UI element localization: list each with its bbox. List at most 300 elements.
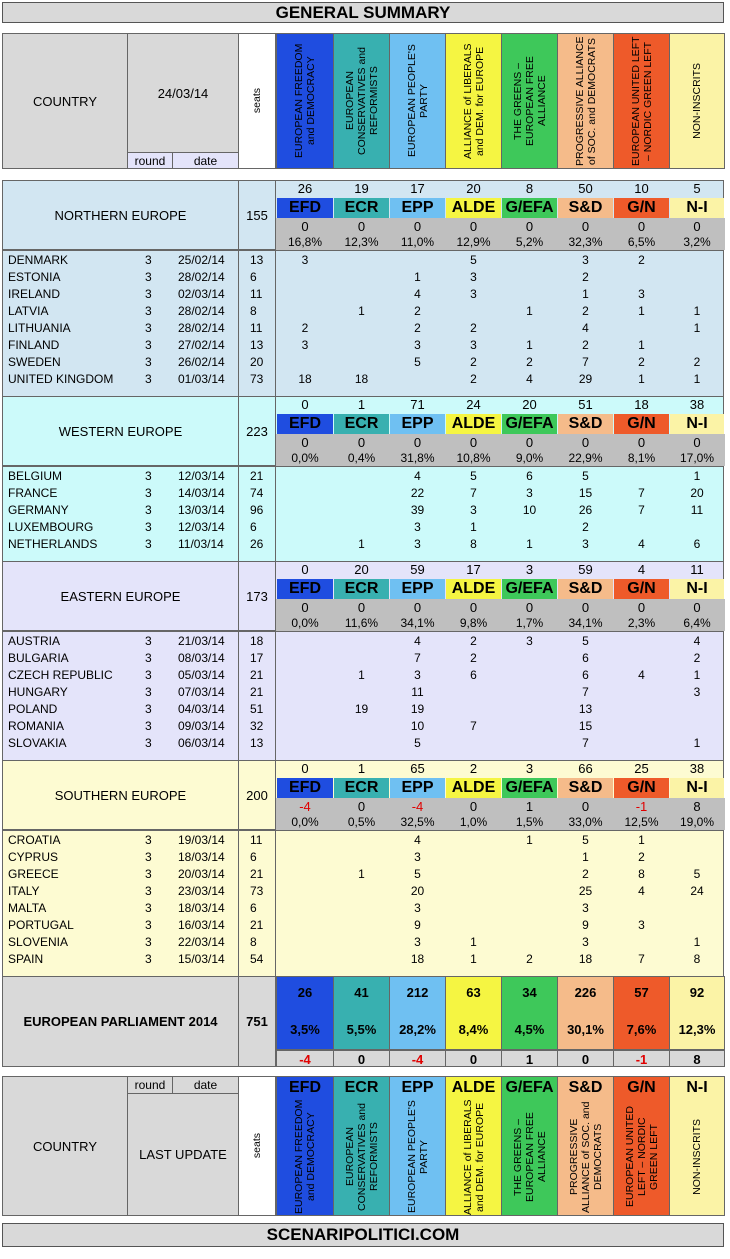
country-party-seats: 19 bbox=[354, 702, 369, 716]
country-seats: 32 bbox=[250, 719, 264, 733]
region-name: EASTERN EUROPE bbox=[2, 561, 239, 631]
country-date: 12/03/14 bbox=[178, 469, 225, 483]
country-party-seats: 3 bbox=[582, 901, 589, 915]
region-party-abbr: S&D bbox=[558, 778, 613, 798]
parliament-party-change: 0 bbox=[557, 1050, 614, 1067]
parliament-party-seats: 41 bbox=[354, 985, 369, 1000]
country-party-seats: 2 bbox=[582, 270, 589, 284]
region-party-abbr: G/EFA bbox=[502, 414, 557, 434]
country-party-seats: 1 bbox=[693, 304, 701, 318]
region-party-change: 0 bbox=[389, 434, 446, 451]
parliament-party-change: 8 bbox=[669, 1050, 725, 1067]
country-round: 3 bbox=[145, 355, 152, 369]
region-seats: 173 bbox=[238, 561, 276, 631]
country-name: HUNGARY bbox=[8, 685, 68, 699]
region-party-pct: 34,1% bbox=[557, 615, 614, 631]
country-seats: 21 bbox=[250, 685, 264, 699]
parliament-party-pct: 28,2% bbox=[399, 1022, 436, 1037]
country-round: 3 bbox=[145, 833, 152, 847]
country-name: BELGIUM bbox=[8, 469, 63, 483]
region-party-abbr: N-I bbox=[670, 579, 724, 599]
bottom-party-name-wrap bbox=[390, 1099, 445, 1215]
country-round: 3 bbox=[145, 952, 152, 966]
region-party-seats: 66 bbox=[578, 761, 593, 776]
region-party-abbr: ALDE bbox=[446, 414, 501, 434]
region-party-seats: 25 bbox=[634, 761, 649, 776]
country-party-seats: 2 bbox=[582, 520, 589, 534]
country-row bbox=[2, 303, 724, 320]
region-party-pct: 9,0% bbox=[501, 450, 558, 466]
country-party-seats: 39 bbox=[410, 503, 425, 517]
country-date: 15/03/14 bbox=[178, 952, 225, 966]
bottom-party-3 bbox=[445, 1076, 502, 1216]
country-party-seats: 10 bbox=[410, 719, 425, 733]
region-party-change: 8 bbox=[669, 798, 725, 815]
region-party-abbr: G/EFA bbox=[502, 579, 557, 599]
country-party-seats: 19 bbox=[410, 702, 425, 716]
country-party-seats: 1 bbox=[693, 321, 701, 335]
region-party-abbr: S&D bbox=[558, 198, 613, 218]
region-party-pct: 0,5% bbox=[333, 814, 390, 830]
country-round: 3 bbox=[145, 503, 152, 517]
region-party-pct: 32,3% bbox=[557, 234, 614, 250]
country-party-seats: 4 bbox=[414, 287, 421, 301]
region-party-change: 0 bbox=[333, 798, 390, 815]
bottom-party-abbr: ALDE bbox=[451, 1079, 496, 1096]
bottom-party-6 bbox=[613, 1076, 670, 1216]
country-date: 28/02/14 bbox=[178, 321, 225, 335]
region-party-abbr: G/N bbox=[614, 579, 669, 599]
region-party-pct: 32,5% bbox=[389, 814, 446, 830]
country-party-seats: 1 bbox=[414, 270, 421, 284]
country-row bbox=[2, 701, 724, 718]
bottom-party-name-wrap bbox=[502, 1099, 557, 1215]
region-seats: 155 bbox=[238, 180, 276, 250]
country-name: SPAIN bbox=[8, 952, 44, 966]
bottom-party-1 bbox=[333, 1076, 390, 1216]
country-party-seats: 7 bbox=[638, 952, 645, 966]
page-title: GENERAL SUMMARY bbox=[2, 2, 724, 23]
country-round: 3 bbox=[145, 935, 152, 949]
country-seats: 21 bbox=[250, 469, 264, 483]
region-party-seats: 1 bbox=[357, 397, 366, 412]
country-party-seats: 1 bbox=[638, 833, 645, 847]
country-party-seats: 5 bbox=[414, 355, 421, 369]
country-name: CYPRUS bbox=[8, 850, 59, 864]
country-date: 19/03/14 bbox=[178, 833, 225, 847]
region-party-seats: 11 bbox=[690, 562, 704, 577]
country-party-seats: 2 bbox=[301, 321, 309, 335]
region-party-abbr: ALDE bbox=[446, 778, 501, 798]
country-party-seats: 29 bbox=[578, 372, 593, 386]
country-seats: 11 bbox=[250, 833, 263, 847]
country-name: NETHERLANDS bbox=[8, 537, 98, 551]
country-party-seats: 2 bbox=[638, 355, 645, 369]
country-seats: 8 bbox=[250, 304, 257, 318]
region-party-abbr: EFD bbox=[277, 778, 333, 798]
parliament-party-pct: 7,6% bbox=[626, 1022, 657, 1037]
country-party-seats: 3 bbox=[414, 668, 421, 682]
region-party-abbr: EPP bbox=[390, 579, 445, 599]
country-row bbox=[2, 519, 724, 536]
region-party-abbr: ECR bbox=[334, 778, 389, 798]
parliament-party-seats: 26 bbox=[297, 985, 313, 1000]
country-party-seats: 20 bbox=[410, 884, 425, 898]
country-party-seats: 1 bbox=[638, 338, 645, 352]
country-round: 3 bbox=[145, 867, 152, 881]
country-party-seats: 1 bbox=[358, 304, 365, 318]
country-name: UNITED KINGDOM bbox=[8, 372, 114, 386]
country-party-seats: 2 bbox=[582, 338, 589, 352]
country-party-seats: 2 bbox=[526, 952, 533, 966]
country-party-seats: 1 bbox=[638, 304, 645, 318]
country-seats: 73 bbox=[250, 372, 264, 386]
country-party-seats: 2 bbox=[638, 850, 645, 864]
country-party-seats: 5 bbox=[582, 469, 589, 483]
country-date: 06/03/14 bbox=[178, 736, 225, 750]
bottom-party-name-wrap bbox=[558, 1099, 613, 1215]
country-name: FINLAND bbox=[8, 338, 60, 352]
region-party-pct: 1,0% bbox=[445, 814, 502, 830]
party-header-3 bbox=[445, 33, 502, 169]
parliament-party-pct: 12,3% bbox=[678, 1022, 716, 1037]
region-party-seats: 1 bbox=[357, 761, 366, 776]
parliament-party-change: 0 bbox=[333, 1050, 390, 1067]
country-row bbox=[2, 320, 724, 337]
country-party-seats: 6 bbox=[470, 668, 477, 682]
bottom-party-name-wrap bbox=[614, 1099, 669, 1215]
parliament-party-seats: 34 bbox=[522, 985, 537, 1000]
country-party-seats: 2 bbox=[414, 304, 421, 318]
region-party-abbr: EFD bbox=[277, 579, 333, 599]
country-round: 3 bbox=[145, 901, 152, 915]
region-party-abbr: G/EFA bbox=[502, 778, 557, 798]
country-row bbox=[2, 252, 724, 269]
region-party-change: 0 bbox=[557, 599, 614, 616]
region-party-change: 0 bbox=[276, 434, 334, 451]
country-party-seats: 1 bbox=[693, 372, 701, 386]
country-party-seats: 1 bbox=[693, 469, 701, 483]
region-party-pct: 1,7% bbox=[501, 615, 558, 631]
divider bbox=[2, 250, 724, 251]
country-party-seats: 24 bbox=[690, 884, 704, 898]
country-seats: 20 bbox=[250, 355, 264, 369]
bottom-country: COUNTRY bbox=[2, 1076, 128, 1216]
country-party-seats: 1 bbox=[526, 304, 533, 318]
country-party-seats: 5 bbox=[414, 736, 421, 750]
region-party-change: -4 bbox=[389, 798, 446, 815]
country-party-seats: 18 bbox=[298, 372, 312, 386]
country-party-seats: 15 bbox=[578, 719, 593, 733]
country-round: 3 bbox=[145, 304, 152, 318]
country-name: FRANCE bbox=[8, 486, 58, 500]
region-party-seats: 71 bbox=[410, 397, 425, 412]
country-seats: 6 bbox=[250, 901, 257, 915]
country-name: DENMARK bbox=[8, 253, 69, 267]
bottom-party-abbr: ECR bbox=[344, 1079, 379, 1096]
region-party-change: -4 bbox=[276, 798, 334, 815]
country-date: 09/03/14 bbox=[178, 719, 225, 733]
country-row bbox=[2, 269, 724, 286]
country-row bbox=[2, 951, 724, 968]
country-name: AUSTRIA bbox=[8, 634, 61, 648]
bottom-round-label: round bbox=[127, 1076, 173, 1094]
country-party-seats: 1 bbox=[582, 287, 589, 301]
country-party-seats: 1 bbox=[470, 952, 477, 966]
country-party-seats: 1 bbox=[638, 372, 645, 386]
country-name: PORTUGAL bbox=[8, 918, 74, 932]
region-party-pct: 9,8% bbox=[445, 615, 502, 631]
country-date: 12/03/14 bbox=[178, 520, 225, 534]
region-party-seats: 26 bbox=[297, 181, 313, 196]
bottom-party-2 bbox=[389, 1076, 446, 1216]
region-party-change: -1 bbox=[613, 798, 670, 815]
country-name: POLAND bbox=[8, 702, 58, 716]
parliament-party-seats: 92 bbox=[689, 985, 705, 1000]
region-party-abbr: ECR bbox=[334, 198, 389, 218]
region-party-pct: 6,5% bbox=[613, 234, 670, 250]
parliament-party-pct: 3,5% bbox=[290, 1022, 320, 1037]
region-party-seats: 17 bbox=[466, 562, 481, 577]
country-party-seats: 7 bbox=[470, 486, 477, 500]
region-party-pct: 0,0% bbox=[276, 615, 334, 631]
country-round: 3 bbox=[145, 338, 152, 352]
country-date: 25/02/14 bbox=[178, 253, 225, 267]
country-name: CZECH REPUBLIC bbox=[8, 668, 113, 682]
region-party-change: 0 bbox=[501, 434, 558, 451]
region-party-pct: 0,0% bbox=[276, 814, 334, 830]
country-name: MALTA bbox=[8, 901, 47, 915]
parliament-party-pct: 4,5% bbox=[514, 1022, 545, 1037]
region-party-abbr: G/EFA bbox=[502, 198, 557, 218]
country-party-seats: 3 bbox=[301, 253, 309, 267]
bottom-date-label: date bbox=[172, 1076, 239, 1094]
bottom-party-name-wrap bbox=[334, 1099, 389, 1215]
bottom-party-name: EUROPEAN PEOPLE'S PARTY bbox=[405, 1100, 430, 1214]
country-party-seats: 18 bbox=[354, 372, 369, 386]
region-party-seats: 4 bbox=[637, 562, 646, 577]
country-party-seats: 7 bbox=[582, 736, 589, 750]
country-party-seats: 1 bbox=[693, 668, 701, 682]
country-row bbox=[2, 735, 724, 752]
region-party-change: 0 bbox=[445, 434, 502, 451]
country-date: 23/03/14 bbox=[178, 884, 225, 898]
region-party-pct: 12,5% bbox=[613, 814, 670, 830]
country-name: LATVIA bbox=[8, 304, 49, 318]
country-party-seats: 26 bbox=[578, 503, 593, 517]
country-date: 28/02/14 bbox=[178, 270, 225, 284]
country-date: 01/03/14 bbox=[178, 372, 225, 386]
bottom-party-0 bbox=[276, 1076, 334, 1216]
country-name: GERMANY bbox=[8, 503, 69, 517]
country-party-seats: 1 bbox=[693, 736, 701, 750]
country-party-seats: 2 bbox=[414, 321, 421, 335]
country-party-seats: 1 bbox=[358, 867, 365, 881]
country-name: IRELAND bbox=[8, 287, 61, 301]
parliament-party-seats: 57 bbox=[634, 985, 649, 1000]
country-name: ESTONIA bbox=[8, 270, 61, 284]
bottom-seats-label: seats bbox=[238, 1076, 276, 1216]
region-party-seats: 50 bbox=[578, 181, 593, 196]
country-party-seats: 1 bbox=[526, 537, 533, 551]
country-seats: 73 bbox=[250, 884, 264, 898]
country-row bbox=[2, 485, 724, 502]
country-party-seats: 4 bbox=[414, 634, 421, 648]
country-row bbox=[2, 832, 724, 849]
region-party-abbr: S&D bbox=[558, 414, 613, 434]
country-seats: 6 bbox=[250, 270, 257, 284]
region-party-abbr: ECR bbox=[334, 579, 389, 599]
country-party-seats: 10 bbox=[522, 503, 537, 517]
party-header-name: ALLIANCE of LIBERALS and DEM. for EUROPE bbox=[461, 43, 486, 159]
parliament-party-pct: 30,1% bbox=[567, 1022, 604, 1037]
party-header-1 bbox=[333, 33, 390, 169]
region-party-change: 0 bbox=[445, 218, 502, 235]
bottom-party-name-wrap bbox=[670, 1099, 724, 1215]
region-party-pct: 11,0% bbox=[389, 234, 446, 250]
country-date: 02/03/14 bbox=[178, 287, 225, 301]
country-party-seats: 2 bbox=[582, 867, 589, 881]
country-party-seats: 3 bbox=[582, 537, 589, 551]
region-party-change: 0 bbox=[669, 434, 725, 451]
parliament-party-seats: 212 bbox=[406, 985, 429, 1000]
region-party-change: 0 bbox=[557, 218, 614, 235]
country-party-seats: 1 bbox=[582, 850, 589, 864]
region-party-pct: 5,2% bbox=[501, 234, 558, 250]
country-seats: 8 bbox=[250, 935, 257, 949]
region-party-pct: 34,1% bbox=[389, 615, 446, 631]
country-date: 16/03/14 bbox=[178, 918, 225, 932]
country-round: 3 bbox=[145, 372, 152, 386]
country-party-seats: 1 bbox=[526, 338, 533, 352]
country-date: 07/03/14 bbox=[178, 685, 225, 699]
bottom-party-name-wrap bbox=[277, 1099, 333, 1215]
country-date: 08/03/14 bbox=[178, 651, 225, 665]
country-row bbox=[2, 866, 724, 883]
country-seats: 26 bbox=[250, 537, 264, 551]
country-date: 11/03/14 bbox=[178, 537, 224, 551]
region-seats: 223 bbox=[238, 396, 276, 466]
region-party-pct: 2,3% bbox=[613, 615, 670, 631]
region-party-seats: 0 bbox=[301, 761, 309, 776]
country-row bbox=[2, 633, 724, 650]
bottom-party-5 bbox=[557, 1076, 614, 1216]
country-name: LUXEMBOURG bbox=[8, 520, 94, 534]
region-name: NORTHERN EUROPE bbox=[2, 180, 239, 250]
region-party-seats: 51 bbox=[578, 397, 593, 412]
region-party-seats: 3 bbox=[525, 761, 534, 776]
party-header-4 bbox=[501, 33, 558, 169]
region-seats: 200 bbox=[238, 760, 276, 830]
bottom-party-abbr: G/N bbox=[627, 1079, 656, 1096]
country-row bbox=[2, 354, 724, 371]
country-date: 20/03/14 bbox=[178, 867, 225, 881]
region-party-abbr: EFD bbox=[277, 414, 333, 434]
country-date: 26/02/14 bbox=[178, 355, 225, 369]
country-party-seats: 3 bbox=[470, 503, 477, 517]
country-party-seats: 1 bbox=[470, 935, 477, 949]
country-name: GREECE bbox=[8, 867, 59, 881]
country-party-seats: 2 bbox=[638, 253, 645, 267]
region-party-pct: 19,0% bbox=[669, 814, 725, 830]
country-party-seats: 25 bbox=[578, 884, 593, 898]
country-party-seats: 2 bbox=[470, 651, 477, 665]
region-party-pct: 10,8% bbox=[445, 450, 502, 466]
country-party-seats: 3 bbox=[414, 935, 421, 949]
country-date: 13/03/14 bbox=[178, 503, 225, 517]
country-seats: 54 bbox=[250, 952, 264, 966]
country-round: 3 bbox=[145, 702, 152, 716]
bottom-party-4 bbox=[501, 1076, 558, 1216]
parliament-party-change: -4 bbox=[276, 1050, 334, 1067]
party-header-7 bbox=[669, 33, 725, 169]
region-party-abbr: G/N bbox=[614, 198, 669, 218]
bottom-party-abbr: EFD bbox=[289, 1079, 321, 1096]
bottom-party-name: NON-INSCRITS bbox=[691, 1119, 703, 1195]
country-party-seats: 18 bbox=[410, 952, 425, 966]
parliament-party-seats: 63 bbox=[466, 985, 481, 1000]
region-party-pct: 16,8% bbox=[276, 234, 334, 250]
country-party-seats: 4 bbox=[582, 321, 589, 335]
country-party-seats: 6 bbox=[582, 668, 589, 682]
header-round-label: round bbox=[127, 152, 173, 169]
country-party-seats: 5 bbox=[470, 469, 477, 483]
bottom-party-abbr: S&D bbox=[568, 1079, 603, 1096]
region-party-seats: 18 bbox=[634, 397, 649, 412]
country-party-seats: 3 bbox=[301, 338, 309, 352]
country-party-seats: 3 bbox=[414, 850, 421, 864]
region-party-change: 0 bbox=[613, 434, 670, 451]
country-row bbox=[2, 934, 724, 951]
bottom-party-name: PROGRESSIVE ALLIANCE of SOC. and DEMOCRATS bbox=[567, 1101, 604, 1213]
country-party-seats: 4 bbox=[693, 634, 701, 648]
country-party-seats: 11 bbox=[411, 685, 424, 699]
region-party-change: 0 bbox=[669, 218, 725, 235]
region-party-change: 0 bbox=[445, 798, 502, 815]
country-seats: 11 bbox=[250, 321, 263, 335]
parliament-party-seats: 226 bbox=[574, 985, 597, 1000]
country-name: SWEDEN bbox=[8, 355, 61, 369]
country-party-seats: 22 bbox=[410, 486, 425, 500]
region-party-seats: 3 bbox=[525, 562, 534, 577]
country-party-seats: 3 bbox=[526, 486, 533, 500]
country-name: CROATIA bbox=[8, 833, 61, 847]
region-party-change: 0 bbox=[333, 599, 390, 616]
region-party-seats: 59 bbox=[578, 562, 593, 577]
region-party-abbr: G/N bbox=[614, 414, 669, 434]
region-party-pct: 8,1% bbox=[613, 450, 670, 466]
country-party-seats: 18 bbox=[578, 952, 593, 966]
country-date: 18/03/14 bbox=[178, 850, 225, 864]
country-round: 3 bbox=[145, 270, 152, 284]
parliament-party-pct: 8,4% bbox=[458, 1022, 489, 1037]
region-party-change: 0 bbox=[669, 599, 725, 616]
header-country: COUNTRY bbox=[2, 33, 128, 169]
country-party-seats: 4 bbox=[638, 884, 645, 898]
country-party-seats: 3 bbox=[526, 634, 533, 648]
bottom-party-name: THE GREENS – EUROPEAN FREE ALLIANCE bbox=[511, 1112, 548, 1202]
country-round: 3 bbox=[145, 918, 152, 932]
country-party-seats: 1 bbox=[526, 833, 533, 847]
region-party-seats: 10 bbox=[634, 181, 649, 196]
country-seats: 6 bbox=[250, 520, 257, 534]
country-date: 22/03/14 bbox=[178, 935, 225, 949]
country-party-seats: 11 bbox=[690, 503, 704, 517]
region-party-seats: 20 bbox=[354, 562, 369, 577]
country-row bbox=[2, 883, 724, 900]
region-party-abbr: N-I bbox=[670, 778, 724, 798]
region-party-change: 1 bbox=[501, 798, 558, 815]
